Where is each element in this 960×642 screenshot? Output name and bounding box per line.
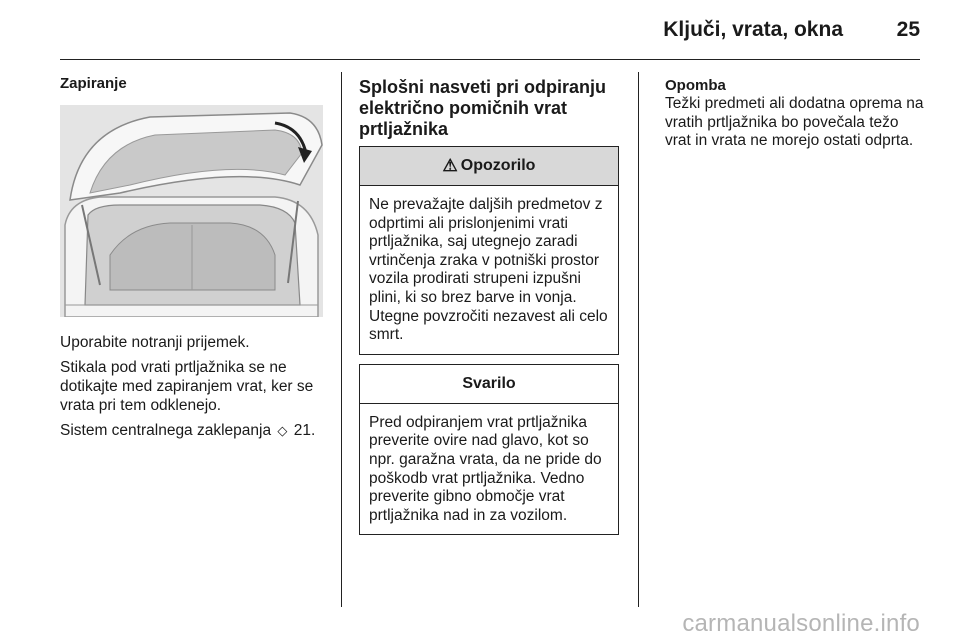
column-general-advice [359, 77, 622, 535]
note-title: Opomba [665, 77, 726, 94]
warning-box-header [360, 147, 618, 186]
reference-text: Sistem centralnega zaklepanja [60, 422, 272, 439]
column-divider-right [638, 72, 639, 607]
warning-title: Opozorilo [460, 157, 536, 174]
warning-box [359, 146, 619, 355]
paragraph-use-handle: Uporabite notranji prijemek. [60, 334, 250, 351]
caution-box-header [360, 365, 618, 404]
page-number: 25 [896, 18, 920, 41]
section-heading-general-advice: Splošni nasveti pri odpiranju električno pomičnih vrat prtljažnika [359, 77, 607, 139]
reference-page: 21. [293, 422, 316, 439]
column-note [665, 77, 925, 151]
column-divider-left [341, 72, 342, 607]
section-heading-closing: Zapiranje [60, 75, 127, 92]
note-text: Težki predmeti ali dodatna oprema na vratih prtljažnika bo povečala težo vrat in vrata ne morejo ostati odprta. [665, 95, 924, 150]
paragraph-switch-warning: Stikala pod vrati prtljažnika se ne dotikajte med zapiranjem vrat, ker se vrata pri tem odklenejo. [60, 359, 314, 414]
caution-title: Svarilo [462, 374, 516, 392]
warning-triangle-icon: ⚠ [442, 156, 458, 175]
paragraph-central-locking-ref [60, 421, 328, 440]
site-watermark: carmanualsonline.info [682, 610, 920, 637]
tailgate-drawing [60, 105, 323, 317]
warning-text: Ne prevažajte daljših predmetov z odprtimi ali prislonjenimi vrati prtljažnika, saj utegnejo zaradi vrtinčenja zraka v potniški prostor vozila prodirati strupeni izpušni plini, ki so brez barve in vonja. Utegne povzročiti nezavest ali celo smrt. [369, 196, 608, 344]
column-closing [60, 75, 328, 446]
page-reference-icon: ◇ [277, 423, 288, 438]
header-divider [60, 59, 920, 60]
caution-box [359, 364, 619, 536]
page-header-title: Ključi, vrata, okna [663, 18, 843, 41]
tailgate-illustration [60, 105, 323, 317]
caution-text: Pred odpiranjem vrat prtljažnika preverite ovire nad glavo, kot so npr. garažna vrata, da ne pride do poškodb vrat prtljažnika. Vedno preverite gibno območje vrat prtljažnika nad in za vozilom. [369, 413, 602, 524]
